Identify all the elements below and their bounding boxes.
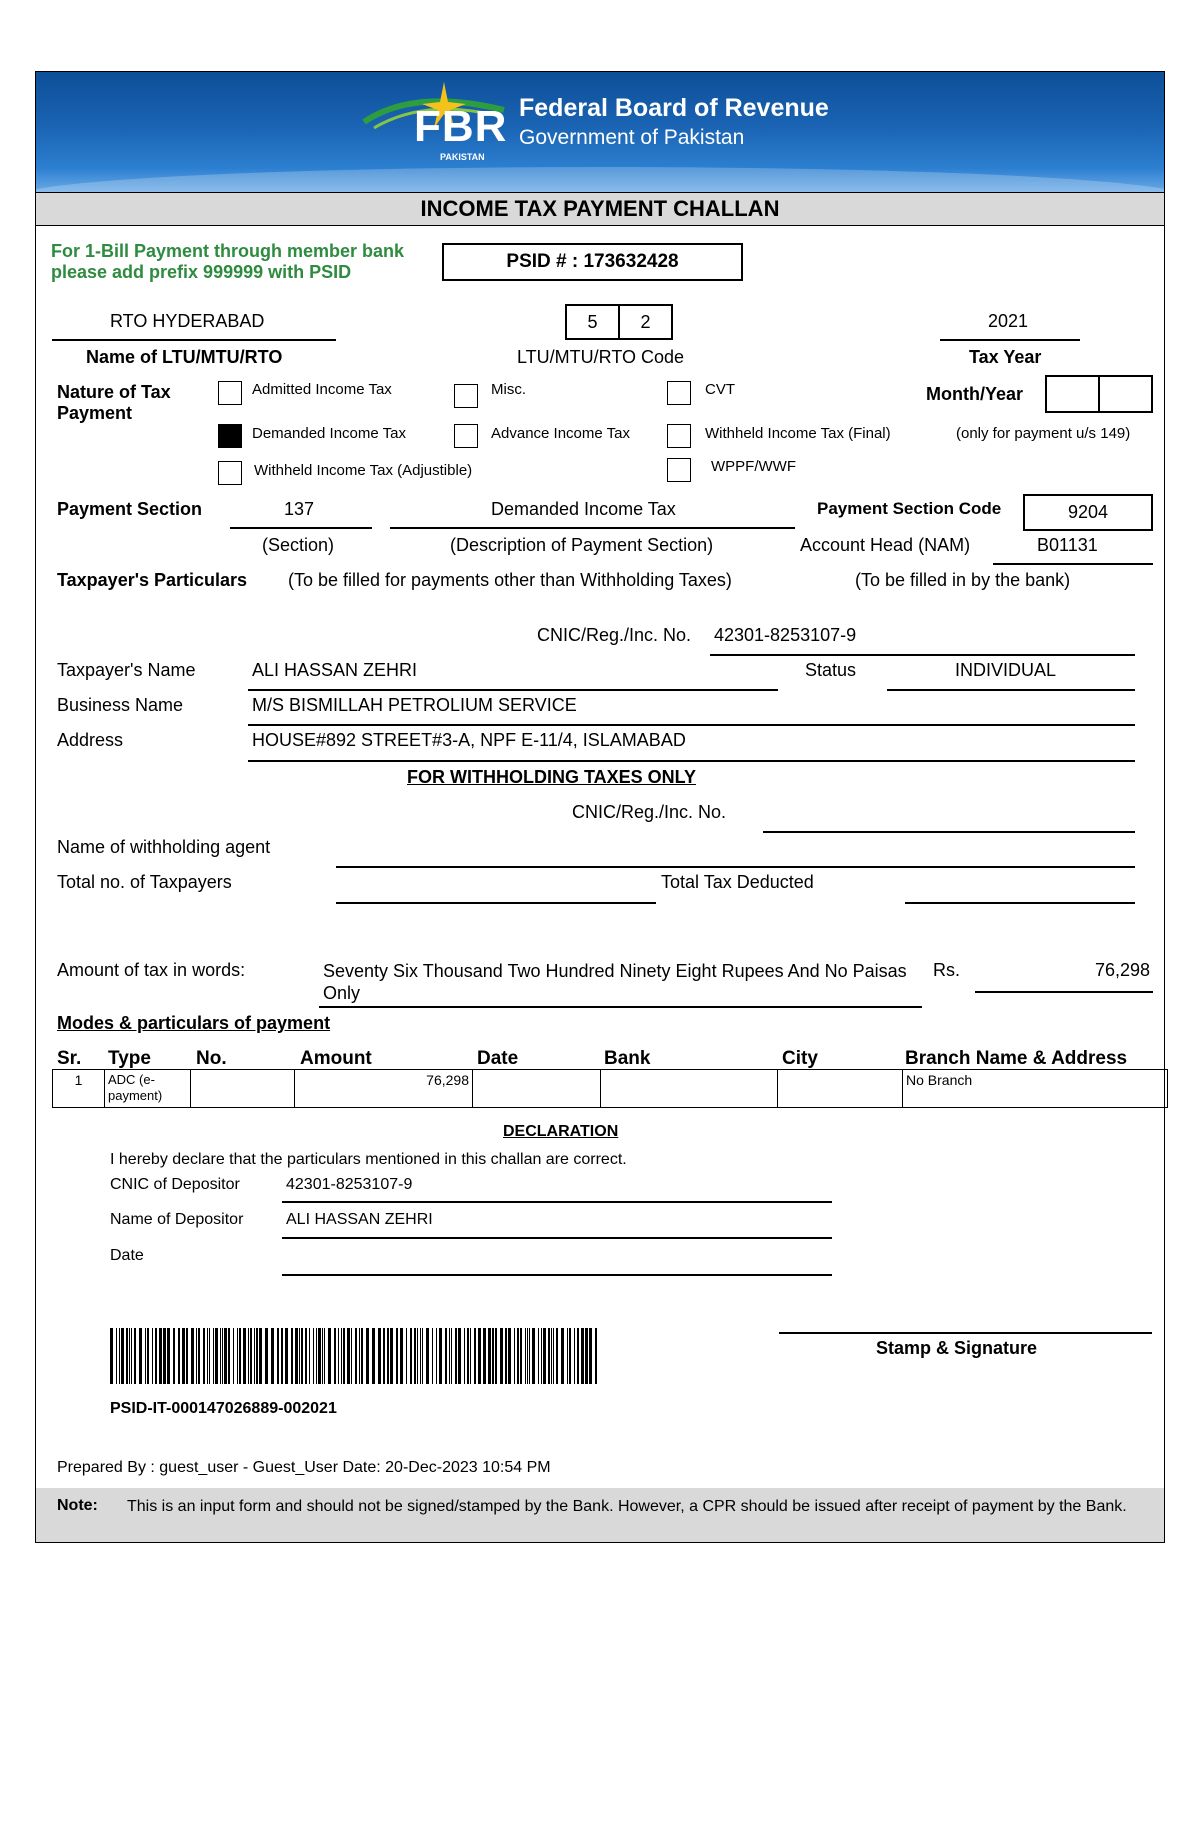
barcode-bar [508, 1328, 511, 1384]
total-deducted-line [905, 902, 1135, 904]
barcode-bar [500, 1328, 503, 1384]
barcode-bar [426, 1328, 429, 1384]
barcode-bar [351, 1328, 352, 1384]
barcode-bar [248, 1328, 249, 1384]
barcode-bar [182, 1328, 185, 1384]
depositor-cnic: 42301-8253107-9 [286, 1176, 413, 1193]
note-label: Note: [57, 1497, 98, 1514]
bank-note: (To be filled in by the bank) [855, 570, 1071, 590]
taxpayer-heading: Taxpayer's Particulars [57, 570, 248, 590]
col-amount: Amount [300, 1048, 372, 1069]
year-box[interactable] [1098, 375, 1153, 413]
barcode-bar [338, 1328, 339, 1384]
barcode-bar [520, 1328, 522, 1384]
option-withheld-final: Withheld Income Tax (Final) [705, 425, 891, 442]
barcode-bar [186, 1328, 188, 1384]
barcode-bar [259, 1328, 262, 1384]
barcode-bar [525, 1328, 526, 1384]
taxpayer-cnic: 42301-8253107-9 [714, 625, 857, 645]
barcode-bar [347, 1328, 350, 1384]
barcode-bar [561, 1328, 564, 1384]
barcode-bar [585, 1328, 588, 1384]
barcode-bar [488, 1328, 491, 1384]
barcode-bar [574, 1328, 575, 1384]
business-name-label: Business Name [57, 695, 184, 715]
option-admitted-income-tax: Admitted Income Tax [252, 381, 392, 398]
table-row [53, 1070, 1168, 1108]
office-name-label: Name of LTU/MTU/RTO [86, 347, 283, 367]
barcode-bar [191, 1328, 194, 1384]
tax-year-label: Tax Year [969, 347, 1042, 367]
account-head-value: B01131 [1037, 535, 1098, 555]
barcode-bar [265, 1328, 268, 1384]
barcode-bar [595, 1328, 597, 1384]
office-name: RTO HYDERABAD [110, 311, 265, 331]
depositor-cnic-line [282, 1201, 832, 1203]
checkbox-advance-income-tax[interactable] [454, 424, 478, 448]
amount-value-line [975, 991, 1153, 993]
barcode-bar [410, 1328, 412, 1384]
withholding-agent-label: Name of withholding agent [57, 837, 271, 857]
declaration-heading: DECLARATION [503, 1123, 619, 1140]
barcode-bar [152, 1328, 153, 1384]
barcode-bar [455, 1328, 457, 1384]
barcode-bar [131, 1328, 132, 1384]
col-city: City [782, 1048, 818, 1069]
barcode-bar [198, 1328, 200, 1384]
col-branch: Branch Name & Address [905, 1048, 1128, 1069]
page-title: INCOME TAX PAYMENT CHALLAN [36, 192, 1164, 226]
barcode-bar [110, 1328, 113, 1384]
status-value: INDIVIDUAL [955, 660, 1057, 680]
barcode-bar [155, 1328, 157, 1384]
cell-sr: 1 [53, 1070, 105, 1108]
barcode-bar [372, 1328, 375, 1384]
withholding-cnic-line [763, 831, 1135, 833]
barcode-bar [119, 1328, 120, 1384]
barcode-bar [145, 1328, 146, 1384]
barcode-bar [281, 1328, 283, 1384]
depositor-cnic-label: CNIC of Depositor [110, 1176, 240, 1193]
section-description: Demanded Income Tax [491, 499, 676, 519]
barcode-bar [163, 1328, 166, 1384]
barcode-bar [256, 1328, 258, 1384]
checkbox-cvt[interactable] [667, 381, 691, 405]
office-code-digit-2: 2 [618, 304, 673, 340]
barcode-bar [243, 1328, 246, 1384]
month-box[interactable] [1045, 375, 1100, 413]
rs-label: Rs. [933, 960, 960, 980]
barcode-bar [328, 1328, 331, 1384]
barcode-bar [305, 1328, 307, 1384]
barcode-bar [567, 1328, 568, 1384]
barcode-bar [541, 1328, 542, 1384]
address-label: Address [57, 730, 124, 750]
business-name-line [248, 724, 1135, 726]
barcode-bar [467, 1328, 469, 1384]
barcode-bar [159, 1328, 162, 1384]
amount-value: 76,298 [1094, 960, 1150, 980]
banner-swoosh [36, 167, 1164, 192]
note-text: This is an input form and should not be signed/stamped by the Bank. However, a CPR should be issued after receipt of payment by the Bank. [127, 1498, 1127, 1515]
barcode-bar [458, 1328, 461, 1384]
barcode-bar [228, 1328, 230, 1384]
barcode-bar [196, 1328, 197, 1384]
description-caption: (Description of Payment Section) [450, 535, 714, 555]
depositor-name: ALI HASSAN ZEHRI [286, 1211, 433, 1228]
barcode-bar [316, 1328, 317, 1384]
barcode-bar [301, 1328, 303, 1384]
barcode-bar [126, 1328, 128, 1384]
section-line [230, 527, 372, 529]
nature-label: Nature of Tax Payment [57, 382, 171, 423]
payment-section-value: 137 [284, 499, 315, 519]
option-cvt: CVT [705, 381, 735, 398]
barcode-bar [414, 1328, 416, 1384]
modes-heading: Modes & particulars of payment [57, 1013, 331, 1033]
barcode-bar [478, 1328, 481, 1384]
barcode-bar [361, 1328, 363, 1384]
total-taxpayers-label: Total no. of Taxpayers [57, 872, 232, 892]
col-type: Type [108, 1048, 151, 1069]
logo-text: FBR [414, 102, 508, 151]
barcode-bar [213, 1328, 214, 1384]
barcode-bar [139, 1328, 142, 1384]
business-name: M/S BISMILLAH PETROLIUM SERVICE [252, 695, 577, 715]
section-caption: (Section) [262, 535, 335, 555]
barcode-bar [334, 1328, 336, 1384]
checkbox-demanded-income-tax[interactable] [218, 424, 242, 448]
barcode-bar [464, 1328, 465, 1384]
depositor-name-line [282, 1237, 832, 1239]
barcode-bar [233, 1328, 234, 1384]
barcode-bar [215, 1328, 218, 1384]
barcode-bar [167, 1328, 170, 1384]
payment-section-code: 9204 [1023, 494, 1153, 531]
barcode-bar [366, 1328, 369, 1384]
barcode [110, 1328, 600, 1384]
col-bank: Bank [604, 1048, 651, 1069]
stamp-signature-label: Stamp & Signature [876, 1338, 1038, 1358]
barcode-bar [318, 1328, 321, 1384]
barcode-bar [551, 1328, 552, 1384]
barcode-bar [527, 1328, 528, 1384]
barcode-bar [224, 1328, 227, 1384]
col-date: Date [477, 1048, 519, 1069]
prepared-by: Prepared By : guest_user - Guest_User Date: 20-Dec-2023 10:54 PM [57, 1459, 551, 1476]
status-line [887, 689, 1135, 691]
barcode-bar [577, 1328, 579, 1384]
barcode-bar [291, 1328, 293, 1384]
barcode-bar [400, 1328, 403, 1384]
barcode-bar [173, 1328, 175, 1384]
barcode-bar [449, 1328, 450, 1384]
barcode-bar [553, 1328, 554, 1384]
barcode-bar [209, 1328, 210, 1384]
barcode-bar [470, 1328, 471, 1384]
barcode-bar [322, 1328, 323, 1384]
barcode-bar [271, 1328, 274, 1384]
barcode-bar [436, 1328, 437, 1384]
option-wppf-wwf: WPPF/WWF [711, 458, 796, 475]
barcode-bar [538, 1328, 539, 1384]
status-label: Status [805, 660, 857, 680]
month-year-label: Month/Year [926, 384, 1024, 404]
barcode-bar [514, 1328, 515, 1384]
barcode-bar [134, 1328, 136, 1384]
option-withheld-adjustible: Withheld Income Tax (Adjustible) [254, 462, 473, 479]
total-taxpayers-line [336, 902, 656, 904]
declaration-text: I hereby declare that the particulars mentioned in this challan are correct. [110, 1151, 627, 1168]
barcode-bar [250, 1328, 252, 1384]
taxpayer-heading-note: (To be filled for payments other than Withholding Taxes) [288, 570, 732, 590]
barcode-text: PSID-IT-000147026889-002021 [110, 1400, 337, 1417]
barcode-bar [420, 1328, 421, 1384]
barcode-bar [299, 1328, 300, 1384]
barcode-bar [207, 1328, 208, 1384]
office-name-line [52, 339, 336, 341]
org-subtitle: Government of Pakistan [519, 126, 745, 149]
barcode-bar [483, 1328, 486, 1384]
checkbox-withheld-final[interactable] [667, 424, 691, 448]
barcode-bar [445, 1328, 447, 1384]
description-line [390, 527, 795, 529]
taxpayer-name-label: Taxpayer's Name [57, 660, 196, 680]
col-sr: Sr. [57, 1048, 82, 1069]
logo-subtext: PAKISTAN [440, 152, 485, 162]
barcode-bar [277, 1328, 279, 1384]
psid-box: PSID # : 173632428 [442, 243, 743, 281]
taxpayer-name-line [248, 689, 778, 691]
total-deducted-label: Total Tax Deducted [661, 872, 814, 892]
barcode-bar [548, 1328, 550, 1384]
withholding-cnic-label: CNIC/Reg./Inc. No. [572, 802, 727, 822]
barcode-bar [492, 1328, 494, 1384]
tax-year: 2021 [988, 311, 1029, 331]
barcode-bar [495, 1328, 497, 1384]
barcode-bar [529, 1328, 530, 1384]
checkbox-withheld-adjustible[interactable] [218, 461, 242, 485]
barcode-bar [439, 1328, 442, 1384]
barcode-bar [147, 1328, 149, 1384]
barcode-bar [203, 1328, 205, 1384]
amount-words-line [319, 1006, 922, 1008]
barcode-bar [390, 1328, 393, 1384]
taxpayer-cnic-label: CNIC/Reg./Inc. No. [537, 625, 692, 645]
checkbox-wppf-wwf[interactable] [667, 458, 691, 482]
header-banner [36, 72, 1164, 192]
cell-amount: 76,298 [295, 1070, 473, 1108]
account-head-line [993, 563, 1153, 565]
barcode-bar [543, 1328, 546, 1384]
barcode-bar [313, 1328, 314, 1384]
barcode-bar [589, 1328, 592, 1384]
barcode-bar [422, 1328, 423, 1384]
option-advance-income-tax: Advance Income Tax [491, 425, 630, 442]
payment-section-label: Payment Section [57, 499, 203, 519]
withholding-heading: FOR WITHHOLDING TAXES ONLY [407, 767, 697, 787]
barcode-bar [396, 1328, 398, 1384]
col-no: No. [196, 1048, 227, 1069]
barcode-bar [285, 1328, 288, 1384]
barcode-bar [254, 1328, 255, 1384]
stamp-line [779, 1332, 1152, 1334]
barcode-bar [343, 1328, 345, 1384]
tax-year-line [940, 339, 1080, 341]
cell-city [778, 1070, 903, 1108]
checkbox-misc[interactable] [454, 384, 478, 408]
barcode-bar [341, 1328, 342, 1384]
taxpayer-cnic-line [710, 654, 1135, 656]
barcode-bar [556, 1328, 558, 1384]
barcode-bar [116, 1328, 117, 1384]
barcode-bar [406, 1328, 407, 1384]
barcode-bar [295, 1328, 298, 1384]
option-demanded-income-tax: Demanded Income Tax [252, 425, 406, 442]
barcode-bar [451, 1328, 452, 1384]
office-code-label: LTU/MTU/RTO Code [517, 347, 685, 367]
barcode-bar [220, 1328, 221, 1384]
barcode-bar [178, 1328, 180, 1384]
address-value: HOUSE#892 STREET#3-A, NPF E-11/4, ISLAMABAD [252, 730, 686, 750]
barcode-bar [309, 1328, 310, 1384]
one-bill-note: For 1-Bill Payment through member bank please add prefix 999999 with PSID [51, 241, 405, 282]
payment-table [52, 1069, 1168, 1108]
cell-date [473, 1070, 601, 1108]
barcode-bar [432, 1328, 433, 1384]
withholding-agent-line [336, 866, 1135, 868]
barcode-bar [383, 1328, 385, 1384]
barcode-bar [417, 1328, 418, 1384]
barcode-bar [359, 1328, 360, 1384]
barcode-bar [505, 1328, 507, 1384]
barcode-bar [222, 1328, 223, 1384]
office-code-digit-1: 5 [565, 304, 620, 340]
barcode-bar [239, 1328, 241, 1384]
cell-type: ADC (e-payment) [105, 1070, 191, 1108]
barcode-bar [532, 1328, 535, 1384]
cell-bank [601, 1070, 778, 1108]
barcode-bar [237, 1328, 238, 1384]
org-name: Federal Board of Revenue [519, 94, 829, 122]
declaration-date-line [282, 1274, 832, 1276]
month-year-note: (only for payment u/s 149) [956, 425, 1131, 442]
barcode-bar [517, 1328, 519, 1384]
declaration-date-label: Date [110, 1247, 144, 1264]
barcode-bar [581, 1328, 584, 1384]
barcode-bar [129, 1328, 130, 1384]
amount-words-label: Amount of tax in words: [57, 960, 246, 980]
account-head-label: Account Head (NAM) [800, 535, 971, 555]
depositor-name-label: Name of Depositor [110, 1211, 244, 1228]
cell-no [191, 1070, 295, 1108]
checkbox-admitted-income-tax[interactable] [218, 381, 242, 405]
payment-section-code-label: Payment Section Code [817, 499, 1002, 518]
address-line [248, 760, 1135, 762]
barcode-bar [569, 1328, 571, 1384]
amount-words: Seventy Six Thousand Two Hundred Ninety Eight Rupees And No Paisas Only [323, 961, 907, 1003]
taxpayer-name: ALI HASSAN ZEHRI [252, 660, 418, 680]
barcode-bar [387, 1328, 389, 1384]
barcode-bar [324, 1328, 325, 1384]
barcode-bar [378, 1328, 381, 1384]
barcode-bar [474, 1328, 476, 1384]
option-misc: Misc. [491, 381, 526, 398]
cell-branch: No Branch [903, 1070, 1168, 1108]
barcode-bar [355, 1328, 357, 1384]
barcode-bar [121, 1328, 124, 1384]
